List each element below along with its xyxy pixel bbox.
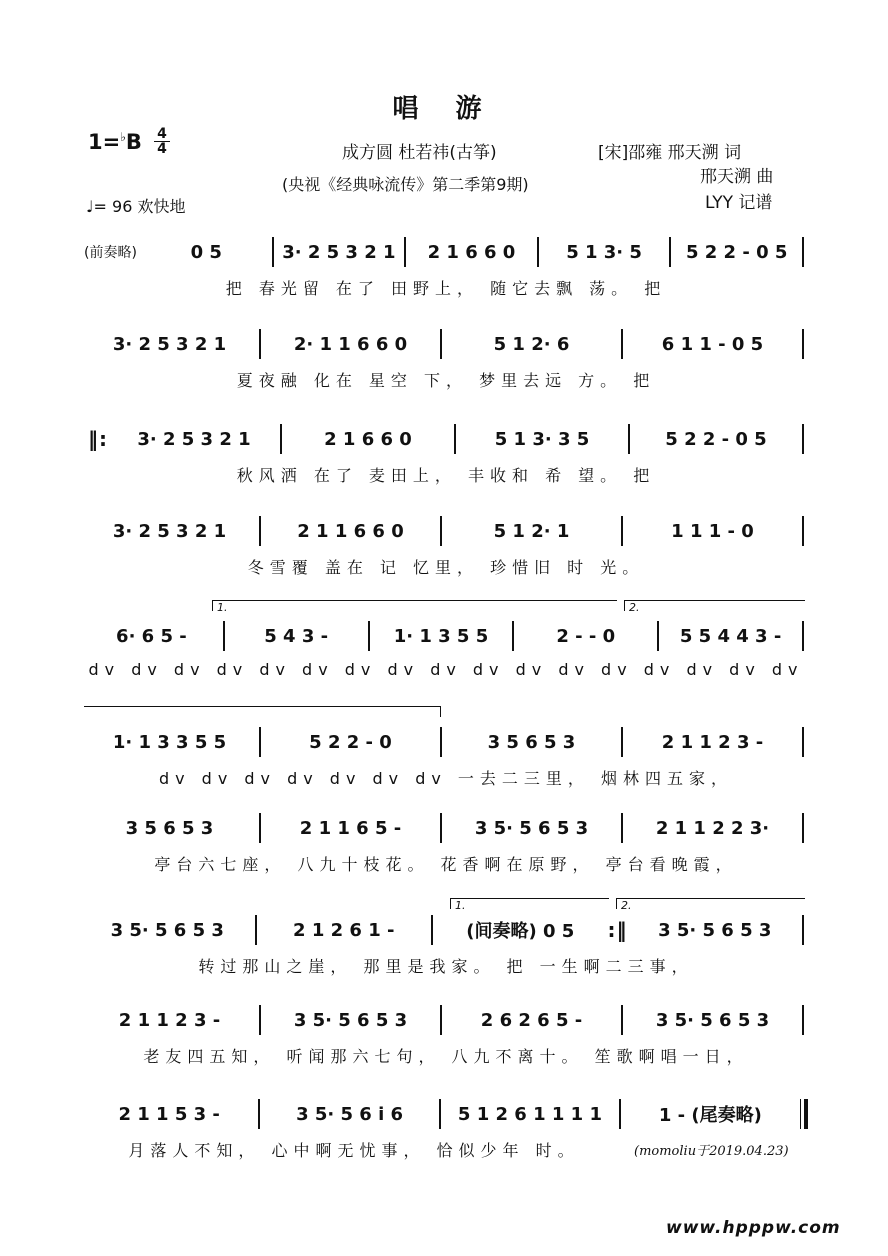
measure: 2 1 6 6 0 <box>427 241 516 263</box>
notes-line <box>84 328 808 360</box>
prelude-note: (前奏略) <box>84 245 137 261</box>
measure: 2 1 1 2 2 3· <box>655 817 770 839</box>
measure: 3· 2 5 3 2 1 <box>282 241 396 263</box>
barline <box>368 621 370 651</box>
measure: 3· 2 5 3 2 1 <box>112 333 227 355</box>
measure: 5 1 3· 3 5 <box>494 428 590 450</box>
time-signature <box>154 127 170 156</box>
barline <box>454 424 456 454</box>
measure: 1· 1 3 3 5 5 <box>112 731 227 753</box>
measure: 5 1 2 6 1 1 1 1 <box>457 1103 602 1125</box>
score-row-2 <box>84 328 808 408</box>
measure: 5 2 2 - 0 <box>309 731 392 753</box>
measure: 3 5· 5 6 i 6 <box>296 1103 404 1125</box>
measure: 2 6 2 6 5 - <box>480 1009 583 1031</box>
measure: 3· 2 5 3 2 1 <box>112 520 227 542</box>
barline <box>657 621 659 651</box>
barline <box>802 915 804 945</box>
lyricist-credit: [宋]邵雍 邢天溯 词 <box>598 143 742 163</box>
volta-first-ending: 1. <box>212 600 617 611</box>
notes-line <box>84 1098 808 1130</box>
barline <box>621 727 623 757</box>
lyrics-line: 把 春光留 在了 田野上， 随它去飘 荡。 把 <box>225 279 667 298</box>
score-row-3 <box>84 423 808 503</box>
barline <box>669 237 671 267</box>
watermark-url: www.hpppw.com <box>666 1218 841 1238</box>
barline <box>255 915 257 945</box>
key-prefix: 1= <box>88 130 121 154</box>
notes-line <box>84 515 808 547</box>
barline <box>440 1005 442 1035</box>
barline <box>259 813 261 843</box>
measure: 3 5· 5 6 5 3 <box>293 1009 408 1031</box>
score-row-4 <box>84 515 808 595</box>
measure: 3 5· 5 6 5 3 <box>110 919 224 941</box>
score-row-8 <box>84 914 808 994</box>
measure: 3 5· 5 6 5 3 <box>658 919 772 941</box>
score-row-6 <box>84 726 808 806</box>
measure: 3· 2 5 3 2 1 <box>137 428 251 450</box>
tempo-marking: ♩= 96 欢快地 <box>86 197 186 216</box>
measure: 2 - - 0 <box>556 625 616 647</box>
barline <box>223 621 225 651</box>
barline <box>621 516 623 546</box>
measure: 5 4 3 - <box>264 625 329 647</box>
flat-sign: ♭ <box>120 130 126 144</box>
lyrics-line: 夏夜融 化在 星空 下， 梦里去远 方。 把 <box>236 371 656 390</box>
barline <box>431 915 433 945</box>
barline <box>440 329 442 359</box>
barline <box>280 424 282 454</box>
score-row-9 <box>84 1004 808 1084</box>
measure: 5 2 2 - 0 5 <box>665 428 767 450</box>
notes-line <box>84 812 808 844</box>
barline <box>619 1099 621 1129</box>
measure: 2 1 1 6 6 0 <box>297 520 404 542</box>
measure: 5 1 2· 6 <box>493 333 570 355</box>
barline <box>272 237 274 267</box>
transcriber-credit: LYY 记谱 <box>705 193 773 213</box>
lyrics-line: dv dv dv dv dv dv dv dv dv dv dv dv dv dv dv dv dv <box>88 660 804 679</box>
measure: 5 1 3· 5 <box>566 241 642 263</box>
repeat-start-sign: ‖: <box>88 427 108 451</box>
lyrics-line: 转过那山之崖， 那里是我家。 把 一生啊二三事， <box>198 957 694 976</box>
volta-continuation <box>84 706 441 717</box>
volta-second-ending: 2. <box>624 600 805 611</box>
barline <box>259 727 261 757</box>
barline <box>802 516 804 546</box>
lyrics-line: 秋风洒 在了 麦田上， 丰收和 希 望。 把 <box>236 466 656 485</box>
composer-credit: 邢天溯 曲 <box>700 167 774 187</box>
volta-first-ending: 1. <box>450 898 609 909</box>
barline <box>537 237 539 267</box>
transcriber-signature: (momoliu于2019.04.23) <box>634 1144 789 1159</box>
barline <box>621 813 623 843</box>
barline <box>802 1005 804 1035</box>
measure: 1· 1 3 5 5 <box>393 625 489 647</box>
barline <box>440 516 442 546</box>
barline <box>802 329 804 359</box>
volta-second-ending: 2. <box>616 898 805 909</box>
barline <box>802 424 804 454</box>
key-note: B <box>125 130 142 154</box>
notes-line <box>84 726 808 758</box>
measure: 1 1 1 - 0 <box>671 520 754 542</box>
measure: 2 1 1 2 3 - <box>118 1009 221 1031</box>
measure: 5 2 2 - 0 5 <box>685 241 788 263</box>
score-row-5 <box>84 620 808 700</box>
notes-line <box>84 1004 808 1036</box>
score-row-7 <box>84 812 808 892</box>
lyrics-line: 月落人不知， 心中啊无忧事， 恰似少年 时。 <box>128 1141 580 1160</box>
score-row-1 <box>84 236 808 316</box>
notes-line <box>84 423 808 455</box>
measure: 3 5 6 5 3 <box>487 731 576 753</box>
measure: 5 1 2· 1 <box>493 520 570 542</box>
measure: 3 5· 5 6 5 3 <box>655 1009 770 1031</box>
song-title: 唱 游 <box>392 94 496 124</box>
final-barline <box>800 1099 809 1129</box>
barline <box>259 329 261 359</box>
notes-line <box>84 620 808 652</box>
measure: 0 5 <box>190 241 222 263</box>
measure: 1 - (尾奏略) <box>658 1105 762 1126</box>
performers: 成方圆 杜若祎(古筝) <box>342 143 497 163</box>
notes-line <box>84 914 808 946</box>
measure: (间奏略) 0 5 <box>466 921 575 942</box>
meter-numerator: 4 <box>157 126 167 142</box>
program-source: (央视《经典咏流传》第二季第9期) <box>282 175 529 194</box>
repeat-end-sign: :‖ <box>607 918 628 942</box>
barline <box>440 813 442 843</box>
barline <box>404 237 406 267</box>
score-row-10 <box>84 1098 808 1178</box>
measure: 3 5 6 5 3 <box>125 817 214 839</box>
meter-denominator: 4 <box>154 141 170 156</box>
lyrics-line: 冬雪覆 盖在 记 忆里， 珍惜旧 时 光。 <box>247 558 645 577</box>
measure: 3 5· 5 6 5 3 <box>474 817 589 839</box>
barline <box>512 621 514 651</box>
measure: 2 1 1 6 5 - <box>299 817 402 839</box>
measure: 6· 6 5 - <box>116 625 187 647</box>
barline <box>621 1005 623 1035</box>
measure: 2 1 2 6 1 - <box>293 919 395 941</box>
key-signature <box>88 130 142 154</box>
lyrics-line: 老友四五知， 听闻那六七句， 八九不离十。 笙歌啊唱一日， <box>143 1047 749 1066</box>
measure: 2· 1 1 6 6 0 <box>293 333 408 355</box>
lyrics-line: 亭台六七座， 八九十枝花。 花香啊在原野， 亭台看晚霞， <box>154 855 738 874</box>
barline <box>439 1099 441 1129</box>
barline <box>258 1099 260 1129</box>
barline <box>621 329 623 359</box>
measure: 2 1 1 5 3 - <box>118 1103 220 1125</box>
barline <box>628 424 630 454</box>
barline <box>802 727 804 757</box>
barline <box>440 727 442 757</box>
barline <box>802 813 804 843</box>
lyrics-line: dv dv dv dv dv dv dv 一去二三里， 烟林四五家， <box>158 769 734 788</box>
barline <box>259 516 261 546</box>
measure: 2 1 6 6 0 <box>324 428 412 450</box>
measure: 2 1 1 2 3 - <box>661 731 764 753</box>
barline <box>802 237 804 267</box>
barline <box>259 1005 261 1035</box>
measure: 6 1 1 - 0 5 <box>661 333 764 355</box>
notes-line <box>84 236 808 268</box>
barline <box>802 621 804 651</box>
measure: 5 5 4 4 3 - <box>679 625 782 647</box>
